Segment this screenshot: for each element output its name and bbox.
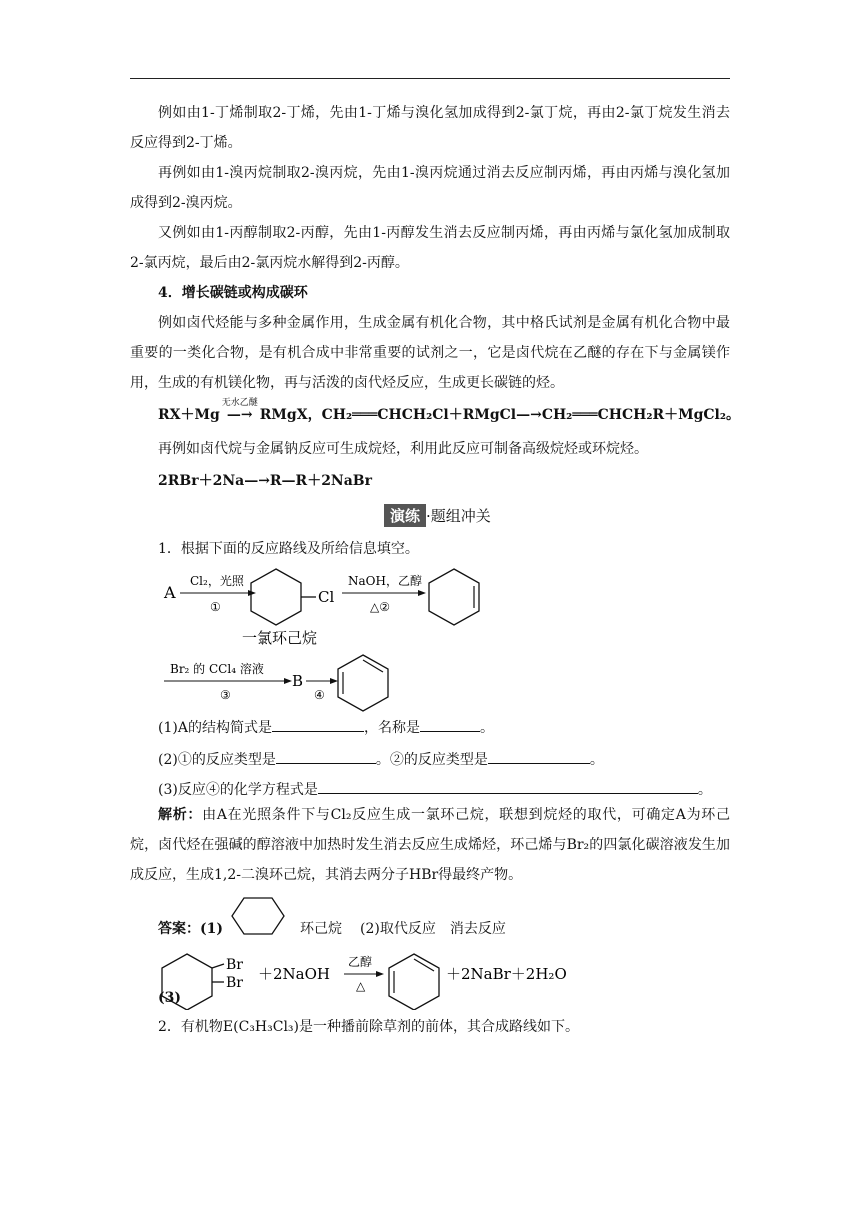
equation-wurtz: 2RBr＋2Na—→R—R＋2NaBr: [158, 473, 373, 489]
arrow-1-top: Cl₂，光照: [190, 574, 244, 588]
product-double-bond-1: [414, 959, 434, 971]
diene-double-bond-1: [363, 660, 383, 672]
question-2-stem: 2．有机物E(C₃H₃Cl₃)是一种播前除草剂的前体，其合成路线如下。: [158, 1019, 579, 1035]
cyclohexadiene-ring: [338, 655, 388, 711]
paragraph-propanol: 又例如由1-丙醇制取2-丙醇，先由1-丙醇发生消去反应制丙烯，再由丙烯与氯化氢加成制取2-氯丙烷，最后由2-氯丙烷水解得到2-丙醇。: [130, 225, 730, 271]
answer-3-label: (3): [158, 990, 181, 1006]
arrow-2-head: [418, 590, 426, 596]
part-3-label: (3)反应④的化学方程式是: [158, 782, 318, 798]
answer-3-equation: [150, 950, 570, 1010]
question-1-stem: 1．根据下面的反应路线及所给信息填空。: [158, 541, 419, 557]
arrow-3-head: [284, 678, 292, 684]
equation-grignard-left: RX＋Mg: [158, 407, 220, 423]
scheme-cl: Cl: [318, 588, 335, 606]
answer-cond-bottom: △: [356, 979, 366, 993]
equation-grignard-right: RMgX，CH₂═══CHCH₂Cl＋RMgCl—→CH₂═══CHCH₂R＋MgCl₂。: [259, 407, 740, 423]
header-rule: [130, 78, 730, 79]
arrow-2-bottom: △②: [370, 600, 390, 614]
product-diene-ring: [389, 954, 439, 1010]
answer-naoh: ＋2NaOH: [258, 965, 330, 983]
part-2-label-b: 。②的反应类型是: [375, 752, 488, 768]
part-1-name-label: ，名称是: [363, 720, 420, 736]
question-1-part-3: [158, 778, 712, 799]
answer-blank-name[interactable]: [420, 716, 480, 732]
scheme-A: A: [164, 583, 176, 602]
answer-label: 答案：(1): [158, 921, 223, 937]
analysis-text: 由A在光照条件下与Cl₂反应生成一氯环己烷，联想到烷烃的取代，可确定A为环己烷，卤代烃在强碱的醇溶液中加热时发生消去反应生成烯烃，环己烯与Br₂的四氯化碳溶液发生加成反应，生成1,2-二溴环己烷，其消去两分子HBr得最终产物。: [130, 807, 731, 883]
cyclohexane-ring: [232, 898, 284, 934]
analysis-label: 解析：: [158, 807, 203, 823]
answer-arrow-head: [376, 971, 384, 977]
paragraph-grignard: 例如卤代烃能与多种金属作用，生成金属有机化合物，其中格氏试剂是金属有机化合物中最重要的一类化合物，是有机合成中非常重要的试剂之一，它是卤代烷在乙醚的存在下与金属镁作用，生成的有机镁化物，再与活泼的卤代烃反应，生成更长碳链的烃。: [130, 315, 730, 391]
arrow-4-head: [330, 678, 338, 684]
equation-arrow: 无水乙醚 —→: [220, 407, 260, 423]
paragraph-sodium: 再例如卤代烷与金属钠反应可生成烷烃，利用此反应可制备高级烷烃或环烷烃。: [158, 441, 648, 457]
arrow-2-top: NaOH，乙醇: [348, 574, 422, 588]
answer-cond-top: 乙醇: [348, 955, 373, 969]
c-br-bond-1: [212, 964, 224, 968]
part-1-end: 。: [479, 720, 494, 736]
answer-2: (2)取代反应 消去反应: [360, 921, 506, 937]
part-3-end: 。: [697, 782, 712, 798]
paragraph-butene: 例如由1-丁烯制取2-丁烯，先由1-丁烯与溴化氢加成得到2-氯丁烷，再由2-氯丁烷发生消去反应得到2-丁烯。: [130, 105, 730, 151]
answer-products: ＋2NaBr＋2H₂O: [446, 965, 567, 983]
answer-br-1: Br: [226, 957, 243, 973]
equation-grignard: [158, 398, 740, 424]
answer-blank-type-2[interactable]: [488, 748, 590, 764]
answer-blank-structure[interactable]: [272, 716, 364, 732]
part-2-label: (2)①的反应类型是: [158, 752, 276, 768]
answer-br-2: Br: [226, 975, 243, 991]
section-header: [384, 504, 491, 527]
equation-condition: 无水乙醚: [221, 398, 258, 408]
section-badge: 演练: [384, 504, 426, 527]
scheme-name: 一氯环己烷: [242, 629, 318, 647]
cyclohexene-ring: [429, 569, 479, 625]
arrow-3-top: Br₂ 的 CCl₄ 溶液: [170, 662, 264, 676]
chlorocyclohexane-ring: [251, 569, 301, 625]
question-1-part-1: [158, 716, 494, 737]
arrow-1-head: [248, 590, 256, 596]
arrow-3-bottom: ③: [220, 688, 231, 702]
part-1-label: (1)A的结构简式是: [158, 720, 272, 736]
arrow-4-bottom: ④: [314, 688, 325, 702]
answer-1-name: 环己烷: [300, 921, 342, 937]
paragraph-bromopropane: 再例如由1-溴丙烷制取2-溴丙烷，先由1-溴丙烷通过消去反应制丙烯，再由丙烯与溴化氢加成得到2-溴丙烷。: [130, 165, 730, 211]
scheme-B: B: [292, 672, 304, 690]
cyclohexane-structure: [230, 896, 286, 936]
arrow-1-bottom: ①: [210, 600, 221, 614]
part-2-end: 。: [589, 752, 604, 768]
analysis: [130, 800, 730, 890]
question-1-part-2: [158, 748, 604, 769]
answer-blank-type-1[interactable]: [276, 748, 376, 764]
reaction-scheme: [150, 565, 610, 715]
answer-blank-equation[interactable]: [318, 778, 698, 794]
heading-carbon-chain: 4．增长碳链或构成碳环: [158, 285, 308, 301]
section-title: ·题组冲关: [426, 507, 491, 525]
